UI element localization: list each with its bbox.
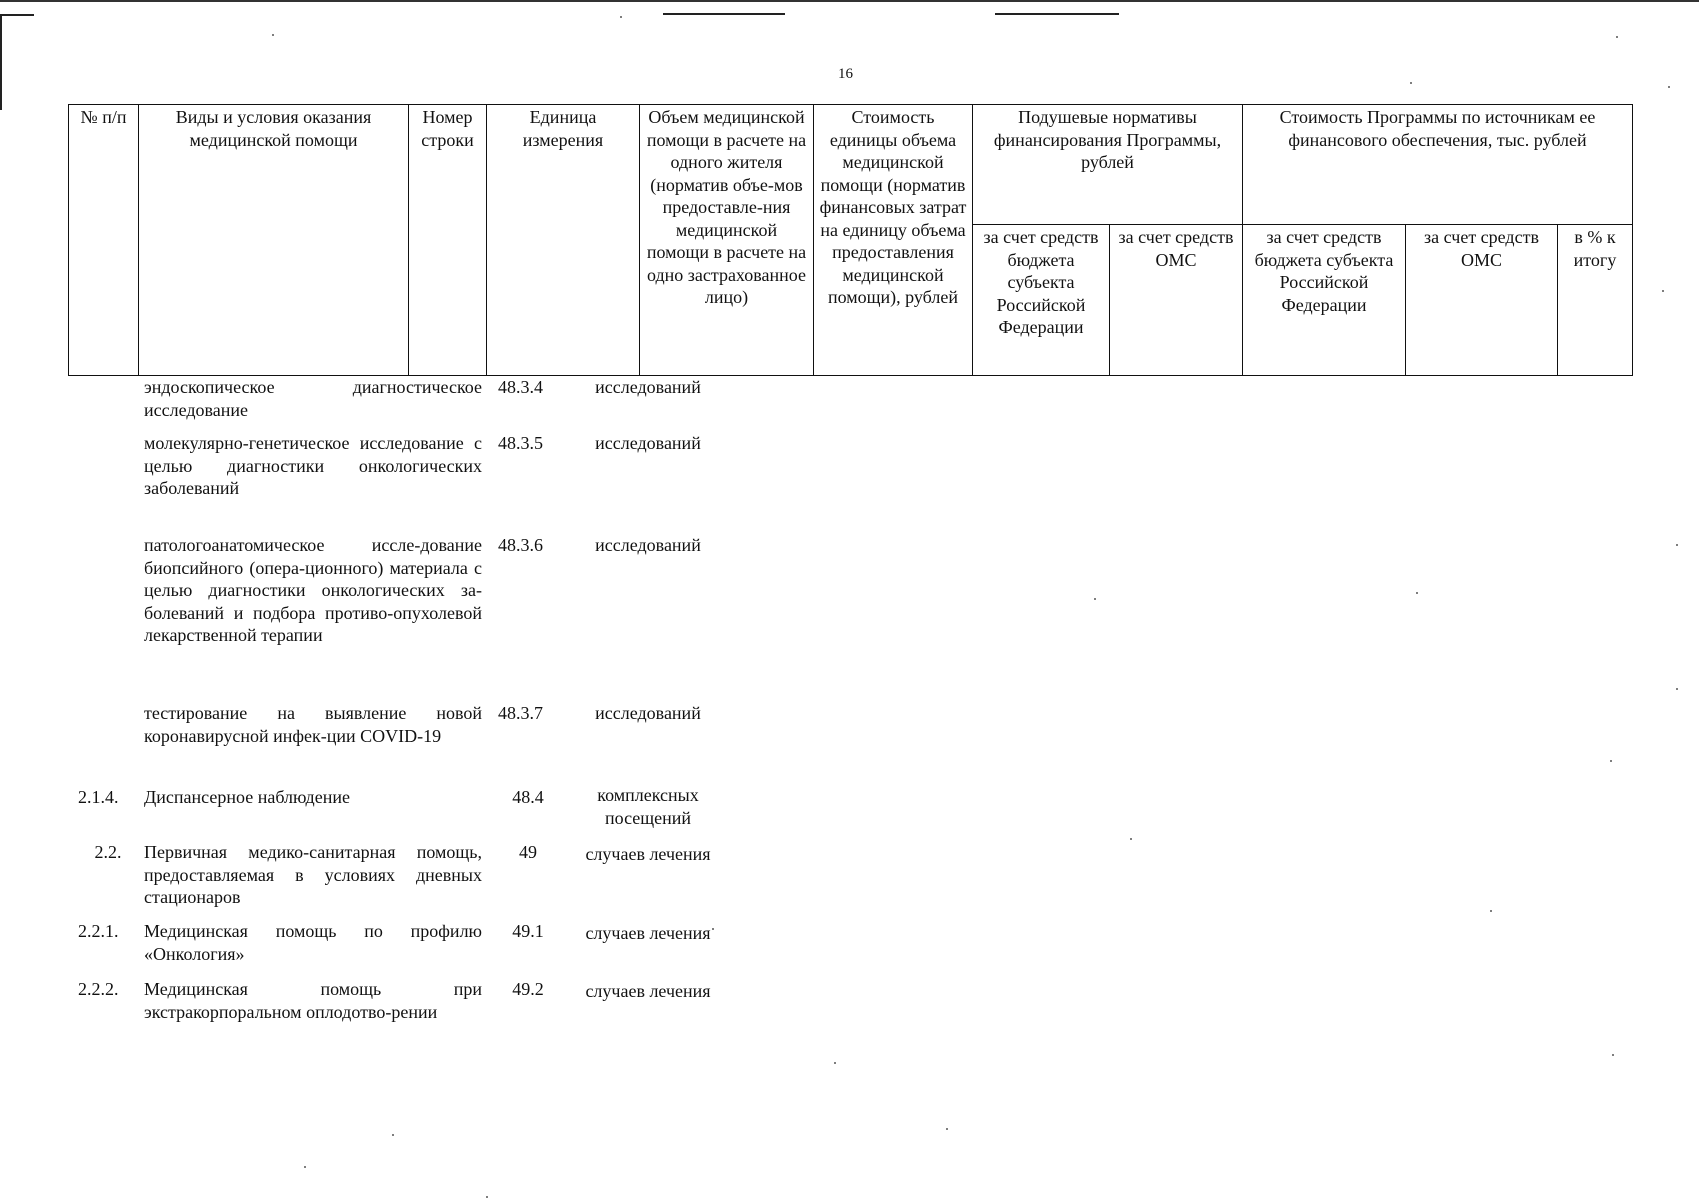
scan-dot [1416, 592, 1418, 594]
row-line-number: 49.2 [512, 979, 544, 999]
scan-corner-vertical [0, 14, 2, 110]
scan-corner-horizontal [0, 14, 34, 16]
scan-dot [272, 34, 274, 36]
row-name: Диспансерное наблюдение [144, 787, 350, 807]
scan-dot [1610, 760, 1612, 762]
scan-line-top-2 [995, 13, 1119, 15]
header-col-cost: Стоимость единицы объема медицинской помощи (норматив финансовых затрат на единицу объема предоставления медицинской помощи), рублей [814, 105, 973, 376]
row-unit: исследований [595, 377, 701, 397]
scan-dot [304, 1166, 306, 1168]
scan-dot [1662, 290, 1664, 292]
header-col-kinds: Виды и условия оказания медицинской помощи [139, 105, 409, 376]
row-line-number: 48.3.7 [498, 703, 543, 723]
scan-dot [1668, 86, 1670, 88]
scan-dot [1676, 544, 1678, 546]
scan-dot [1490, 910, 1492, 912]
header-sub-percent: в % к итогу [1558, 225, 1633, 376]
scan-dot [1094, 598, 1096, 600]
header-sub-oms: за счет средств ОМС [1110, 225, 1243, 376]
header-col-volume: Объем медицинской помощи в расчете на одного жителя (норматив объе-мов предоставле-ния медицинской помощи в расчете на одно застрахованное лицо) [640, 105, 814, 376]
row-number: 2.2.2. [78, 979, 119, 999]
row-line-number: 48.4 [512, 787, 544, 807]
header-col-row: Номер строки [409, 105, 487, 376]
scan-dot [1410, 82, 1412, 84]
scan-dot [620, 16, 622, 18]
row-name: эндоскопическое диагностическое исследование [144, 377, 482, 420]
page-number: 16 [838, 66, 853, 82]
header-col-norms: Подушевые нормативы финансирования Программы, рублей [973, 105, 1243, 225]
row-name: патологоанатомическое иссле-дование биопсийного (опера-ционного) материала с целью диагностики онкологических за-болеваний и подбора противо-опухолевой лекарственной терапии [144, 535, 482, 645]
row-number: 2.2.1. [78, 921, 119, 941]
header-table [68, 104, 1633, 376]
row-name: Медицинская помощь по профилю «Онкология» [144, 921, 482, 964]
scan-dot [834, 1062, 836, 1064]
scan-border-top [0, 0, 1699, 2]
row-line-number: 48.3.5 [498, 433, 543, 453]
scan-dot [1130, 838, 1132, 840]
header-sub-program-budget: за счет средств бюджета субъекта Российской Федерации [1243, 225, 1406, 376]
scan-dot [1612, 1054, 1614, 1056]
header-col-unit: Единица измерения [487, 105, 640, 376]
row-unit: исследований [595, 703, 701, 723]
scan-dot [392, 1134, 394, 1136]
row-unit: случаев лечения [585, 844, 711, 864]
row-name: Медицинская помощь при экстракорпоральном оплодотво-рении [144, 979, 482, 1022]
row-line-number: 48.3.6 [498, 535, 543, 555]
row-unit: комплексных посещений [597, 785, 699, 828]
scan-dot [1616, 36, 1618, 38]
row-unit: случаев лечения [585, 981, 711, 1001]
row-number: 2.1.4. [78, 787, 119, 807]
header-sub-program-oms: за счет средств ОМС [1406, 225, 1558, 376]
scan-dot [486, 1196, 488, 1198]
header-col-program-cost: Стоимость Программы по источникам ее финансового обеспечения, тыс. рублей [1243, 105, 1633, 225]
header-col-num: № п/п [69, 105, 139, 376]
row-number: 2.2. [94, 842, 122, 862]
row-unit: случаев лечения [585, 923, 711, 943]
row-name: тестирование на выявление новой коронавирусной инфек-ции COVID-19 [144, 703, 482, 746]
row-name: Первичная медико-санитарная помощь, предоставляемая в условиях дневных стационаров [144, 842, 482, 907]
row-name: молекулярно-генетическое исследование с целью диагностики онкологических заболеваний [144, 433, 482, 498]
row-unit: исследований [595, 433, 701, 453]
row-line-number: 49.1 [512, 921, 544, 941]
row-line-number: 49 [519, 842, 537, 862]
scan-line-top-1 [663, 13, 785, 15]
scan-dot [946, 1128, 948, 1130]
header-sub-budget: за счет средств бюджета субъекта Российской Федерации [973, 225, 1110, 376]
row-unit: исследований [595, 535, 701, 555]
scan-dot [1676, 688, 1678, 690]
row-line-number: 48.3.4 [498, 377, 543, 397]
